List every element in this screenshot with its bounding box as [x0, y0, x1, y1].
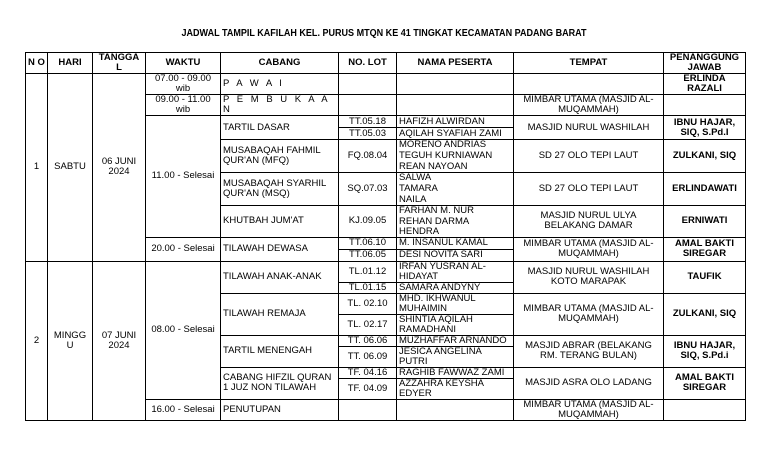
nama-cell: SALWA [397, 173, 514, 184]
nama-cell: SAMARA ANDYNY [397, 282, 514, 293]
header-no: N O [26, 53, 48, 74]
nama-cell: MHD. IKHWANUL MUHAIMIN [397, 293, 514, 314]
time-cell: 20.00 - Selesai [146, 237, 221, 261]
nama-cell: MUZHAFFAR ARNANDO [397, 335, 514, 346]
table-row [26, 74, 746, 95]
day-name: SABTU [48, 74, 93, 262]
nama-cell: JESICA ANGELINA PUTRI [397, 346, 514, 367]
tempat-cell: SD 27 OLO TEPI LAUT [514, 173, 664, 206]
header-no-lot: NO. LOT [339, 53, 397, 74]
schedule-table [25, 52, 746, 421]
lot-cell: SQ.07.03 [339, 173, 397, 206]
cabang-cell: CABANG HIFZIL QURAN 1 JUZ NON TILAWAH [221, 367, 339, 399]
nama-cell: M. INSANUL KAMAL [397, 237, 514, 249]
tempat-cell: MASJID NURUL WASHILAH [514, 116, 664, 140]
cabang-cell: P A W A I [221, 74, 339, 95]
cabang-cell: TILAWAH REMAJA [221, 293, 339, 335]
table-row [26, 261, 746, 282]
tempat-cell: MASJID ABRAR (BELAKANG RM. TERANG BULAN) [514, 335, 664, 367]
time-cell: 09.00 - 11.00 wib [146, 95, 221, 116]
document-title: JADWAL TAMPIL KAFILAH KEL. PURUS MTQN KE 41 TINGKAT KECAMATAN PADANG BARAT [181, 27, 587, 39]
nama-cell: SHINTIA AQILAH RAMADHANI [397, 314, 514, 335]
nama-cell: AZZAHRA KEYSHA EDYER [397, 378, 514, 399]
day-date: 07 JUNI 2024 [93, 261, 146, 420]
header-cabang: CABANG [221, 53, 339, 74]
lot-cell: TF. 04.09 [339, 378, 397, 399]
nama-cell: TAMARA [397, 184, 514, 195]
pj-cell: TAUFIK [664, 261, 746, 293]
lot-cell: TL.01.12 [339, 261, 397, 282]
nama-cell: DESI NOVITA SARI [397, 249, 514, 261]
time-cell: 16.00 - Selesai [146, 399, 221, 420]
lot-cell: TT.06.05 [339, 249, 397, 261]
pj-cell: ERLINDAWATI [664, 173, 746, 206]
lot-cell: TT.05.03 [339, 128, 397, 140]
time-cell: 11.00 - Selesai [146, 116, 221, 238]
tempat-cell: MIMBAR UTAMA (MASJID AL-MUQAMMAH) [514, 399, 664, 420]
cabang-cell: TILAWAH ANAK-ANAK [221, 261, 339, 293]
nama-cell [397, 95, 514, 116]
lot-cell [339, 399, 397, 420]
tempat-cell: MIMBAR UTAMA (MASJID AL-MUQAMMAH) [514, 95, 664, 116]
lot-cell: TL.01.15 [339, 282, 397, 293]
nama-cell: NAILA [397, 195, 514, 206]
lot-cell [339, 95, 397, 116]
time-cell: 08.00 - Selesai [146, 261, 221, 399]
nama-cell: RAGHIB FAWWAZ ZAMI [397, 367, 514, 378]
cabang-cell: TARTIL MENENGAH [221, 335, 339, 367]
cabang-cell: TARTIL DASAR [221, 116, 339, 140]
tempat-cell: SD 27 OLO TEPI LAUT [514, 140, 664, 173]
lot-cell: TL. 02.10 [339, 293, 397, 314]
lot-cell: TT.05.18 [339, 116, 397, 128]
day-name: MINGG U [48, 261, 93, 420]
day-number: 1 [26, 74, 48, 262]
nama-cell: AQILAH SYAFIAH ZAMI [397, 128, 514, 140]
lot-cell: TL. 02.17 [339, 314, 397, 335]
nama-cell: IRFAN YUSRAN AL-HIDAYAT [397, 261, 514, 282]
lot-cell: FQ.08.04 [339, 140, 397, 173]
tempat-cell: MASJID ASRA OLO LADANG [514, 367, 664, 399]
cabang-cell: KHUTBAH JUM'AT [221, 206, 339, 238]
pj-cell: ZULKANI, SIQ [664, 140, 746, 173]
lot-cell: TT. 06.06 [339, 335, 397, 346]
cabang-cell: MUSABAQAH FAHMIL QUR'AN (MFQ) [221, 140, 339, 173]
pj-cell: IBNU HAJAR, SIQ, S.Pd.i [664, 335, 746, 367]
cabang-cell: P E M B U K A A N [221, 95, 339, 116]
header-waktu: WAKTU [146, 53, 221, 74]
nama-cell: FARHAN M. NUR [397, 206, 514, 217]
tempat-cell [514, 74, 664, 95]
tempat-cell: MIMBAR UTAMA (MASJID AL-MUQAMMAH) [514, 237, 664, 261]
table-header-row [26, 53, 746, 74]
tempat-cell: MIMBAR UTAMA (MASJID AL-MUQAMMAH) [514, 293, 664, 335]
nama-cell [397, 74, 514, 95]
nama-cell: MORENO ANDRIAS [397, 140, 514, 151]
nama-cell: REHAN DARMA HENDRA [397, 217, 514, 238]
header-hari: HARI [48, 53, 93, 74]
pj-cell: AMAL BAKTI SIREGAR [664, 367, 746, 399]
pj-cell: ZULKANI, SIQ [664, 293, 746, 335]
lot-cell [339, 74, 397, 95]
nama-cell: REAN NAYOAN [397, 162, 514, 173]
cabang-cell: MUSABAQAH SYARHIL QUR'AN (MSQ) [221, 173, 339, 206]
header-tanggal: TANGGA L [93, 53, 146, 74]
tempat-cell: MASJID NURUL WASHILAH KOTO MARAPAK [514, 261, 664, 293]
nama-cell: TEGUH KURNIAWAN [397, 151, 514, 162]
pj-cell: ERNIWATI [664, 206, 746, 238]
tempat-cell: MASJID NURUL ULYA BELAKANG DAMAR [514, 206, 664, 238]
header-tempat: TEMPAT [514, 53, 664, 74]
nama-cell [397, 399, 514, 420]
nama-cell: HAFIZH ALWIRDAN [397, 116, 514, 128]
header-penanggung-jawab: PENANGGUNG JAWAB [664, 53, 746, 74]
lot-cell: KJ.09.05 [339, 206, 397, 238]
lot-cell: TF. 04.16 [339, 367, 397, 378]
pj-cell: ERLINDA RAZALI [664, 74, 746, 95]
time-cell: 07.00 - 09.00 wib [146, 74, 221, 95]
pj-cell: AMAL BAKTI SIREGAR [664, 237, 746, 261]
pj-cell [664, 399, 746, 420]
lot-cell: TT.06.10 [339, 237, 397, 249]
header-nama-peserta: NAMA PESERTA [397, 53, 514, 74]
lot-cell: TT. 06.09 [339, 346, 397, 367]
day-number: 2 [26, 261, 48, 420]
cabang-cell: PENUTUPAN [221, 399, 339, 420]
cabang-cell: TILAWAH DEWASA [221, 237, 339, 261]
day-date: 06 JUNI 2024 [93, 74, 146, 262]
pj-cell [664, 95, 746, 116]
pj-cell: IBNU HAJAR, SIQ, S.Pd.I [664, 116, 746, 140]
